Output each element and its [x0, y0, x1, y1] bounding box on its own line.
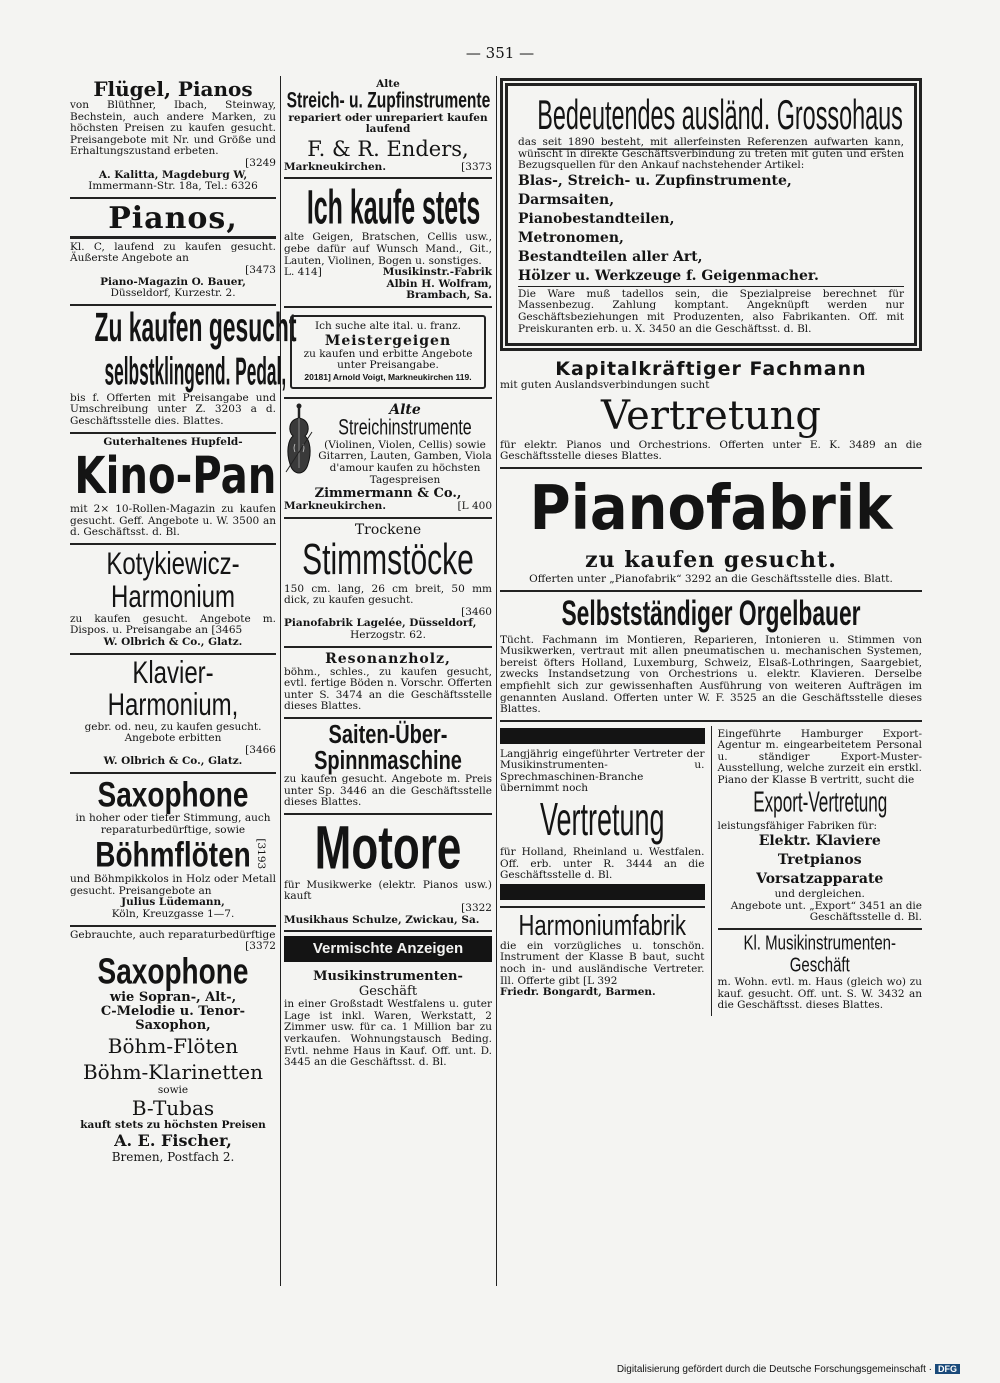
ad-line: C-Melodie u. Tenor- [100, 1003, 246, 1019]
ad-address: Markneukirchen. [284, 500, 386, 513]
ad-tail: und dergleichen. [774, 888, 865, 901]
ad-harmoniumfabrik [500, 908, 705, 1003]
ad-foot: für Holland, Rheinland u. Westfalen. Off. erb. unter R. 3444 an die Geschäftsstelle d. Bl. [500, 846, 705, 882]
ad-address: Brambach, Sa. [406, 289, 492, 302]
ad-body: gebr. od. neu, zu kaufen gesucht. Angebote erbitten [84, 720, 262, 745]
ad-item: Blas-, Streich- u. Zupfinstrumente, [518, 172, 792, 189]
ad-body: alte Geigen, Bratschen, Cellis usw., gebe dafür auf Wunsch Mand., Git., Lauten, Violinen, Bogen u. sonstiges. [284, 231, 492, 267]
ad-title: Harmoniumfabrik [518, 908, 686, 942]
ad-motore [284, 815, 492, 932]
ad-pretitle: Gebrauchte, auch reparaturbedürftige [70, 928, 276, 941]
ad-ref: [3193 [255, 838, 268, 870]
ad-line: Ich suche alte ital. u. franz. [315, 319, 461, 332]
ad-ref: [3466 [245, 743, 276, 756]
ad-stimmstoecke [284, 519, 492, 648]
bottom-grid [500, 722, 922, 1016]
ad-vertretung-holland [500, 746, 705, 908]
ad-title-2: Geschäft [789, 953, 850, 977]
ad-title: Klavier- [132, 655, 214, 691]
ad-body: mit 2× 10-Rollen-Magazin zu kaufen gesucht. Geff. Angebote u. W. 3500 an d. Geschäftsst. d. Bl. [70, 503, 276, 539]
black-band [500, 728, 705, 744]
dfg-logo: DFG [935, 1364, 960, 1374]
ad-title: Kapitalkräftiger Fachmann [555, 358, 867, 381]
ad-address: Düsseldorf, Kurzestr. 2. [110, 287, 236, 300]
ad-title: Motore [314, 813, 462, 883]
ad-title-2: Böhmflöten [95, 835, 251, 874]
column-1 [70, 76, 297, 1168]
ad-title: Kotykiewicz- [106, 546, 240, 582]
ad-title: Streich- u. Zupfinstrumente [286, 88, 491, 113]
ad-item: Pianobestandteilen, [518, 210, 675, 227]
ad-name: Julius Lüdemann, [121, 896, 225, 909]
ad-address: Immermann-Str. 18a, Tel.: 6326 [88, 180, 258, 193]
ad-sowie: sowie [157, 1083, 189, 1096]
ad-frame [290, 315, 486, 389]
ad-title: Ich kaufe stets [306, 180, 481, 235]
ad-address: Herzogstr. 62. [350, 629, 426, 642]
ad-title: Selbstständiger Orgelbauer [561, 594, 861, 634]
ad-name: A. Kalitta, Magdeburg W, [98, 168, 248, 181]
ad-title: Meistergeigen [324, 332, 452, 349]
ad-foot: Die Ware muß tadellos sein, die Spezialpreise berechnet für Massenbezug. Zahlung komptant. Angeknüpft werden nur Geschäftsbeziehungen mit Produzenten, also Fabrikanten. Off. mit Preiskuranten erb. u. X. 3450 an die Geschäftsst. d. Bl. [518, 287, 904, 335]
ad-musikinstrumenten-geschaeft [284, 966, 492, 1073]
ad-title: Flügel, Pianos [93, 77, 253, 101]
ad-foot: 20181] Arnold Voigt, Markneukirchen 119. [304, 371, 472, 382]
ad-klavier-harmonium [70, 655, 276, 774]
ad-foot: Angebote unt. „Export“ 3451 an die Geschäftsstelle d. Bl. [730, 899, 922, 924]
ad-pretitle: Alte [389, 401, 421, 418]
ad-item: Böhm-Flöten [107, 1033, 239, 1058]
ad-body: von Blüthner, Ibach, Steinway, Bechstein, auch andere Marken, zu höchsten Preisen zu kaufen gesucht. Preisangebote mit Nr. und Größe und Erhaltungszustand erbeten. [70, 99, 276, 158]
ad-item: Hölzer u. Werkzeuge f. Geigenmacher. [518, 267, 819, 284]
ad-body: zu kaufen und erbitte Angebote unter Preisangabe. [303, 347, 473, 372]
ad-item-list [518, 172, 904, 286]
ad-name: Musikhaus Schulze, Zwickau, Sa. [284, 913, 480, 926]
ad-selbstklingend-pedal [70, 305, 297, 434]
ad-address: Bremen, Postfach 2. [111, 1149, 235, 1164]
ad-item: Vorsatzapparate [756, 871, 884, 888]
ad-meistergeigen [284, 308, 492, 399]
ad-pianofabrik [500, 469, 922, 592]
ad-title-2: Spinnmaschine [314, 746, 462, 776]
ad-kotykiewicz [70, 545, 276, 655]
ad-line: wie Sopran-, Alt-, [109, 989, 237, 1005]
ad-title-2: Geschäft [358, 984, 418, 1000]
ad-title: Pianofabrik [529, 472, 893, 545]
ad-big: Vertretung [600, 392, 822, 439]
ad-name: W. Olbrich & Co., Glatz. [103, 636, 243, 649]
ad-ref: L. 414] [284, 266, 322, 279]
ad-title: Zu kaufen gesucht [94, 305, 297, 351]
column-2 [284, 76, 492, 1073]
footer-text: Digitalisierung gefördert durch die Deutsche Forschungsgemeinschaft · [616, 1364, 932, 1375]
ad-saxophone-fischer [70, 927, 276, 1168]
ad-body: kauft stets zu höchsten Preisen [80, 1119, 266, 1132]
ad-title-2: Harmonium, [107, 687, 239, 723]
ad-name: Piano-Magazin O. Bauer, [100, 275, 246, 288]
ad-body: das seit 1890 besteht, mit allerfeinsten Referenzen aufwarten kann, wünscht in direkte Geschäftsverbindung zu treten mit guten und ersten Bezugsquellen für den Ankauf nachstehender Artikel: [518, 136, 904, 172]
ad-item: B-Tubas [131, 1096, 215, 1121]
ad-name: A. E. Fischer, [114, 1130, 232, 1150]
ad-name: Friedr. Bongardt, Barmen. [500, 986, 656, 999]
ad-ref: [L 400 [457, 500, 492, 513]
ad-subtitle: mit guten Auslandsverbindungen sucht [500, 379, 710, 392]
ad-line: Saxophon, [135, 1017, 211, 1033]
ad-body: repariert oder unrepariert kaufen laufend [288, 111, 488, 136]
ad-body: Kl. C, laufend zu kaufen gesucht. Äußerste Angebote an [70, 240, 276, 265]
ad-big: Export-Vertretung [752, 787, 887, 819]
ad-address: Markneukirchen. [284, 160, 386, 173]
ad-body: (Violinen, Violen, Cellis) sowie Gitarren, Lauten, Gamben, Viola d'amour kaufen zu höchsten Tagespreisen [318, 438, 492, 486]
ad-enders [284, 76, 492, 179]
ad-big: Vertretung [539, 794, 665, 846]
ad-body: in hoher oder tiefer Stimmung, auch reparaturbedürftige, sowie [75, 812, 271, 836]
ad-grossohaus [500, 78, 922, 351]
ad-name: Zimmermann & Co., [314, 486, 462, 502]
ad-orgelbauer [500, 592, 922, 722]
ad-body: für Musikwerke (elektr. Pianos usw.) kauft [284, 878, 492, 903]
ad-pretitle: Alte [376, 78, 400, 90]
ad-body: böhm., schles., zu kaufen gesucht, evtl. fertige Böden n. Vorschr. Offerten unter S. 3474 an die Geschäftsstelle dieses Blattes. [284, 665, 492, 713]
ad-body: die ein vorzügliches u. tonschön. Instrument der Klasse B baut, sucht noch in- und ausländische Vertreter. Ill. Offerte gibt [L 392 [500, 939, 705, 987]
ad-fluegel-pianos [70, 76, 276, 199]
ad-export-vertretung [718, 726, 923, 930]
column-rule-1 [280, 76, 281, 1286]
ad-title: Musikinstrumenten- [313, 969, 463, 985]
ad-saxophone-boehmfloeten [70, 774, 276, 927]
ad-body: Tücht. Fachmann im Montieren, Reparieren, Intonieren u. Stimmen von Musikwerken, vertraut mit allen pneumatischen u. mechanischen Systemen, bereist öfters Holland, Luxemburg, Schweiz, Elsaß-Lothringen, Saargebiet, zwecks Instandsetzung von Orchestrions u. elektr. Klavieren. Derselbe empfiehlt sich zur gewissenhaften Ausführung von weiteren Aufträgen im genannten Ausland. Offerten unter W. F. 3525 an die Geschäftsstelle dieses Blattes. [500, 633, 922, 716]
ad-pretitle: Eingeführte Hamburger Export-Agentur m. eingearbeitetem Personal u. ständiger Export-Muster-Ausstellung, welche zurzeit ein erstkl. Piano der Klasse B vertritt, sucht die [717, 727, 922, 787]
ad-title: Streichinstrumente [338, 416, 472, 440]
ad-subtitle: leistungsfähiger Fabriken für: [717, 819, 878, 832]
ad-title: Kino-Pan [74, 446, 277, 505]
ad-body-2: und Böhmpikkolos in Holz oder Metall gesucht. Preisangebote an [70, 873, 276, 897]
ad-name: W. Olbrich & Co., Glatz. [103, 755, 243, 768]
ad-title: Saxophone [97, 950, 249, 992]
ad-title: Stimmstöcke [302, 536, 474, 584]
ad-title: Bedeutendes ausländ. Grossohaus [537, 81, 884, 150]
ad-item: Tretpianos [777, 852, 862, 869]
ad-name: Pianofabrik Lagelée, Düsseldorf, [284, 617, 477, 630]
column-rule-2 [496, 76, 497, 1286]
ad-body: 150 cm. lang, 26 cm breit, 50 mm dick, zu kaufen gesucht. [284, 582, 492, 607]
ad-item: Elektr. Klaviere [758, 833, 881, 850]
ad-body: für elektr. Pianos und Orchestrions. Offerten unter E. K. 3489 an die Geschäftsstelle dieses Blattes. [500, 438, 922, 463]
ad-item: Metronomen, [518, 229, 624, 246]
ad-pretitle: Trockene [354, 521, 422, 538]
ad-ref: [3322 [461, 902, 492, 914]
ad-item: Bestandteilen aller Art, [518, 248, 703, 265]
ad-pianos [70, 199, 276, 306]
ad-body: zu kaufen gesucht. Angebote m. Preis unter Sp. 3446 an die Geschäftsstelle dieses Blattes. [284, 773, 492, 809]
ad-title: Saxophone [97, 775, 249, 814]
ad-body: bis f. Offerten mit Preisangabe und Umschreibung unter Z. 3203 a d. Geschäftsstelle dies. Blattes. [70, 391, 276, 427]
ad-kino-pan [70, 434, 276, 545]
ad-body: zu kaufen gesucht. Angebote m. Dispos. u. Preisangabe an [3465 [70, 612, 276, 637]
ad-spinnmaschine [284, 719, 492, 815]
ad-kl-musikinstrumenten [718, 930, 923, 1016]
page-number: — 351 — [465, 44, 535, 62]
black-band [500, 884, 705, 900]
ad-ref: [3373 [461, 160, 492, 173]
ad-ref: [3460 [461, 605, 492, 618]
bottom-left [500, 726, 712, 1016]
ad-title: Kl. Musikinstrumenten- [743, 931, 897, 955]
ad-ref: [3473 [245, 263, 276, 276]
section-header-vermischte: Vermischte Anzeigen [284, 936, 492, 962]
ad-name: Albin H. Wolfram, [386, 277, 492, 290]
ad-pretitle: Guterhaltenes Hupfeld- [103, 435, 243, 448]
ad-body: Offerten unter „Pianofabrik“ 3292 an die Geschäftsstelle dies. Blatt. [529, 572, 893, 585]
ad-ich-kaufe-stets [284, 179, 492, 308]
ad-resonanzholz [284, 648, 492, 719]
ad-firm: Musikinstr.-Fabrik [382, 266, 492, 279]
ad-item: Böhm-Klarinetten [82, 1059, 264, 1084]
ad-ref: [3372 [245, 940, 276, 953]
ad-title-2: selbstklingend. Pedal, [104, 348, 287, 394]
ad-name: F. & R. Enders, [307, 136, 469, 161]
ad-kapitalkraeftiger-fachmann [500, 355, 922, 469]
footer [600, 1364, 960, 1375]
column-3 [500, 76, 922, 1016]
ad-title-2: Harmonium [110, 579, 236, 615]
ad-ref: [3249 [245, 156, 276, 169]
ad-title: Saiten-Über- [328, 720, 448, 750]
ad-title: Pianos, [70, 202, 276, 239]
ad-body: Langjährig eingeführter Vertreter der Musikinstrumenten- u. Sprechmaschinen-Branche übernimmt noch [500, 747, 705, 795]
ad-body: in einer Großstadt Westfalens u. guter Lage ist inkl. Waren, Werkstatt, 2 Zimmer usw. für ca. 1 Million bar zu verkaufen. Wohnungstausch Beding. Evtl. nehme Haus in Kauf. Off. unt. D. 3445 an die Geschäftsst. d. Bl. [284, 998, 492, 1069]
ad-address: Köln, Kreuzgasse 1—7. [111, 908, 235, 920]
ad-zimmermann [284, 399, 492, 519]
ad-subtitle: zu kaufen gesucht. [585, 546, 837, 573]
ad-item: Darmsaiten, [518, 191, 615, 208]
ad-title: Resonanzholz, [325, 650, 451, 667]
ad-body: m. Wohn. evtl. m. Haus (gleich wo) zu kauf. gesucht. Off. unt. S. W. 3432 an die Geschäftsst. dieses Blattes. [717, 976, 922, 1012]
bottom-right [718, 726, 923, 1016]
